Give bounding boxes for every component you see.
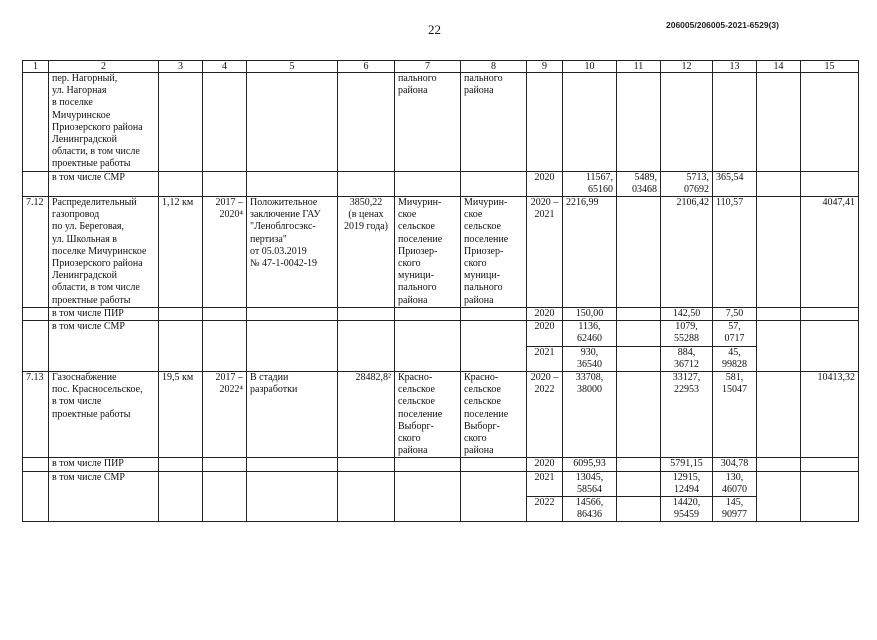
cell bbox=[159, 471, 203, 522]
cell bbox=[617, 458, 661, 471]
cell bbox=[461, 458, 527, 471]
value-cell: 145, 90977 bbox=[713, 497, 757, 522]
cell bbox=[247, 321, 338, 372]
cell bbox=[461, 171, 527, 196]
document-id: 206005/206005-2021-6529(3) bbox=[666, 20, 779, 30]
cell bbox=[461, 321, 527, 372]
customer-cell: Красно- сельское сельское поселение Выборг- ского района bbox=[395, 372, 461, 458]
value-cell: 2216,99 bbox=[563, 197, 617, 308]
cost-cell: 3850,22 (в ценах 2019 года) bbox=[338, 197, 395, 308]
cell bbox=[757, 308, 801, 321]
cell bbox=[338, 73, 395, 172]
cell bbox=[338, 471, 395, 522]
cell bbox=[23, 471, 49, 522]
cell bbox=[801, 308, 859, 321]
cell bbox=[159, 171, 203, 196]
col-header: 1 bbox=[23, 61, 49, 73]
cell bbox=[23, 73, 49, 172]
table-row bbox=[23, 458, 859, 471]
cell bbox=[461, 308, 527, 321]
row-number: 7.13 bbox=[23, 372, 49, 458]
col-header: 10 bbox=[563, 61, 617, 73]
years-cell: 2017 – 2020⁴ bbox=[203, 197, 247, 308]
owner-cell: Мичурин- ское сельское поселение Приозер- ского муници- пального района bbox=[461, 197, 527, 308]
col-header: 6 bbox=[338, 61, 395, 73]
value-cell: 33127, 22953 bbox=[661, 372, 713, 458]
col-header: 2 bbox=[49, 61, 159, 73]
object-name: Распределительный газопровод по ул. Береговая, ул. Школьная в поселке Мичуринское Приозерского района Ленинградской области, в том числе проектные работы bbox=[49, 197, 159, 308]
length-cell: 19,5 км bbox=[159, 372, 203, 458]
cell bbox=[23, 171, 49, 196]
cell bbox=[617, 346, 661, 371]
cell bbox=[395, 171, 461, 196]
cell bbox=[757, 321, 801, 372]
col-header: 14 bbox=[757, 61, 801, 73]
table-row bbox=[23, 171, 859, 196]
value-cell: 6095,93 bbox=[563, 458, 617, 471]
cell bbox=[338, 171, 395, 196]
cell bbox=[617, 372, 661, 458]
cell bbox=[563, 73, 617, 172]
period-cell: 2020 – 2022 bbox=[527, 372, 563, 458]
cell bbox=[617, 471, 661, 496]
sub-label: в том числе СМР bbox=[49, 321, 159, 372]
sub-label: в том числе ПИР bbox=[49, 458, 159, 471]
customer-cell: Мичурин- ское сельское поселение Приозер- ского муници- пального района bbox=[395, 197, 461, 308]
value-cell: 142,50 bbox=[661, 308, 713, 321]
cell bbox=[527, 73, 563, 172]
cell bbox=[203, 73, 247, 172]
cell bbox=[713, 73, 757, 172]
object-name: Газоснабжение пос. Красносельское, в том числе проектные работы bbox=[49, 372, 159, 458]
status-cell: В стадии разработки bbox=[247, 372, 338, 458]
col-header: 3 bbox=[159, 61, 203, 73]
value-cell: 884, 36712 bbox=[661, 346, 713, 371]
cell bbox=[203, 321, 247, 372]
value-cell: 33708, 38000 bbox=[563, 372, 617, 458]
cell bbox=[757, 171, 801, 196]
cell bbox=[338, 458, 395, 471]
col-header: 12 bbox=[661, 61, 713, 73]
value-cell: 10413,32 bbox=[801, 372, 859, 458]
cell bbox=[617, 321, 661, 346]
years-cell: 2017 – 2022⁴ bbox=[203, 372, 247, 458]
cell bbox=[617, 73, 661, 172]
year-cell: 2020 bbox=[527, 321, 563, 346]
value-cell: 110,57 bbox=[713, 197, 757, 308]
cell bbox=[247, 73, 338, 172]
year-cell: 2021 bbox=[527, 471, 563, 496]
col-header: 5 bbox=[247, 61, 338, 73]
col-header: 11 bbox=[617, 61, 661, 73]
value-cell: 13045, 58564 bbox=[563, 471, 617, 496]
value-cell: 304,78 bbox=[713, 458, 757, 471]
col-header: 7 bbox=[395, 61, 461, 73]
cell bbox=[159, 458, 203, 471]
length-cell: 1,12 км bbox=[159, 197, 203, 308]
value-cell: 150,00 bbox=[563, 308, 617, 321]
cell bbox=[395, 471, 461, 522]
col-header: 9 bbox=[527, 61, 563, 73]
value-cell: 45, 99828 bbox=[713, 346, 757, 371]
cell bbox=[338, 321, 395, 372]
cell bbox=[159, 308, 203, 321]
sub-label: в том числе СМР bbox=[49, 171, 159, 196]
table-row bbox=[23, 372, 859, 458]
value-cell: 7,50 bbox=[713, 308, 757, 321]
investment-table bbox=[22, 60, 859, 522]
value-cell: 5791,15 bbox=[661, 458, 713, 471]
cost-cell: 28482,8² bbox=[338, 372, 395, 458]
cell bbox=[617, 497, 661, 522]
value-cell: 365,54 bbox=[713, 171, 757, 196]
cell bbox=[661, 73, 713, 172]
cell bbox=[757, 197, 801, 308]
value-cell: 930, 36540 bbox=[563, 346, 617, 371]
cell bbox=[203, 471, 247, 522]
value-cell: 130, 46070 bbox=[713, 471, 757, 496]
cell bbox=[801, 471, 859, 522]
value-cell: 5489, 03468 bbox=[617, 171, 661, 196]
cell bbox=[247, 458, 338, 471]
row-number: 7.12 bbox=[23, 197, 49, 308]
table-row bbox=[23, 471, 859, 496]
cell bbox=[247, 308, 338, 321]
cell bbox=[203, 171, 247, 196]
table-row bbox=[23, 308, 859, 321]
col-header: 13 bbox=[713, 61, 757, 73]
sub-label: в том числе ПИР bbox=[49, 308, 159, 321]
cell bbox=[801, 458, 859, 471]
cell bbox=[757, 73, 801, 172]
cell bbox=[617, 197, 661, 308]
year-cell: 2022 bbox=[527, 497, 563, 522]
cell bbox=[23, 308, 49, 321]
value-cell: 1136, 62460 bbox=[563, 321, 617, 346]
object-name: пер. Нагорный, ул. Нагорная в поселке Мичуринское Приозерского района Ленинградской области, в том числе проектные работы bbox=[49, 73, 159, 172]
cell bbox=[395, 458, 461, 471]
cell bbox=[203, 308, 247, 321]
cell bbox=[801, 321, 859, 372]
value-cell: 1079, 55288 bbox=[661, 321, 713, 346]
cell bbox=[23, 321, 49, 372]
cell bbox=[203, 458, 247, 471]
year-cell: 2020 bbox=[527, 458, 563, 471]
value-cell: 2106,42 bbox=[661, 197, 713, 308]
table-row bbox=[23, 73, 859, 172]
value-cell: 14566, 86436 bbox=[563, 497, 617, 522]
value-cell: 581, 15047 bbox=[713, 372, 757, 458]
cell bbox=[617, 308, 661, 321]
year-cell: 2020 bbox=[527, 308, 563, 321]
value-cell: 5713, 07692 bbox=[661, 171, 713, 196]
cell bbox=[247, 171, 338, 196]
cell bbox=[757, 471, 801, 522]
cell bbox=[338, 308, 395, 321]
cell bbox=[757, 372, 801, 458]
table-row bbox=[23, 197, 859, 308]
cell bbox=[395, 321, 461, 372]
period-cell: 2020 – 2021 bbox=[527, 197, 563, 308]
cell bbox=[757, 458, 801, 471]
cell bbox=[461, 471, 527, 522]
cell bbox=[159, 321, 203, 372]
year-cell: 2020 bbox=[527, 171, 563, 196]
cell bbox=[395, 308, 461, 321]
value-cell: 4047,41 bbox=[801, 197, 859, 308]
col-header: 8 bbox=[461, 61, 527, 73]
status-cell: Положительное заключение ГАУ "Леноблгосэкс- пертиза" от 05.03.2019 № 47-1-0042-19 bbox=[247, 197, 338, 308]
cell bbox=[801, 73, 859, 172]
cell bbox=[23, 458, 49, 471]
customer-cell: пального района bbox=[395, 73, 461, 172]
page-number: 22 bbox=[428, 22, 441, 37]
cell bbox=[159, 73, 203, 172]
table-row bbox=[23, 321, 859, 346]
column-number-row bbox=[23, 61, 859, 73]
sub-label: в том числе СМР bbox=[49, 471, 159, 522]
value-cell: 14420, 95459 bbox=[661, 497, 713, 522]
year-cell: 2021 bbox=[527, 346, 563, 371]
value-cell: 57, 0717 bbox=[713, 321, 757, 346]
col-header: 4 bbox=[203, 61, 247, 73]
cell bbox=[801, 171, 859, 196]
value-cell: 11567, 65160 bbox=[563, 171, 617, 196]
col-header: 15 bbox=[801, 61, 859, 73]
owner-cell: пального района bbox=[461, 73, 527, 172]
owner-cell: Красно- сельское сельское поселение Выборг- ского района bbox=[461, 372, 527, 458]
cell bbox=[247, 471, 338, 522]
value-cell: 12915, 12494 bbox=[661, 471, 713, 496]
